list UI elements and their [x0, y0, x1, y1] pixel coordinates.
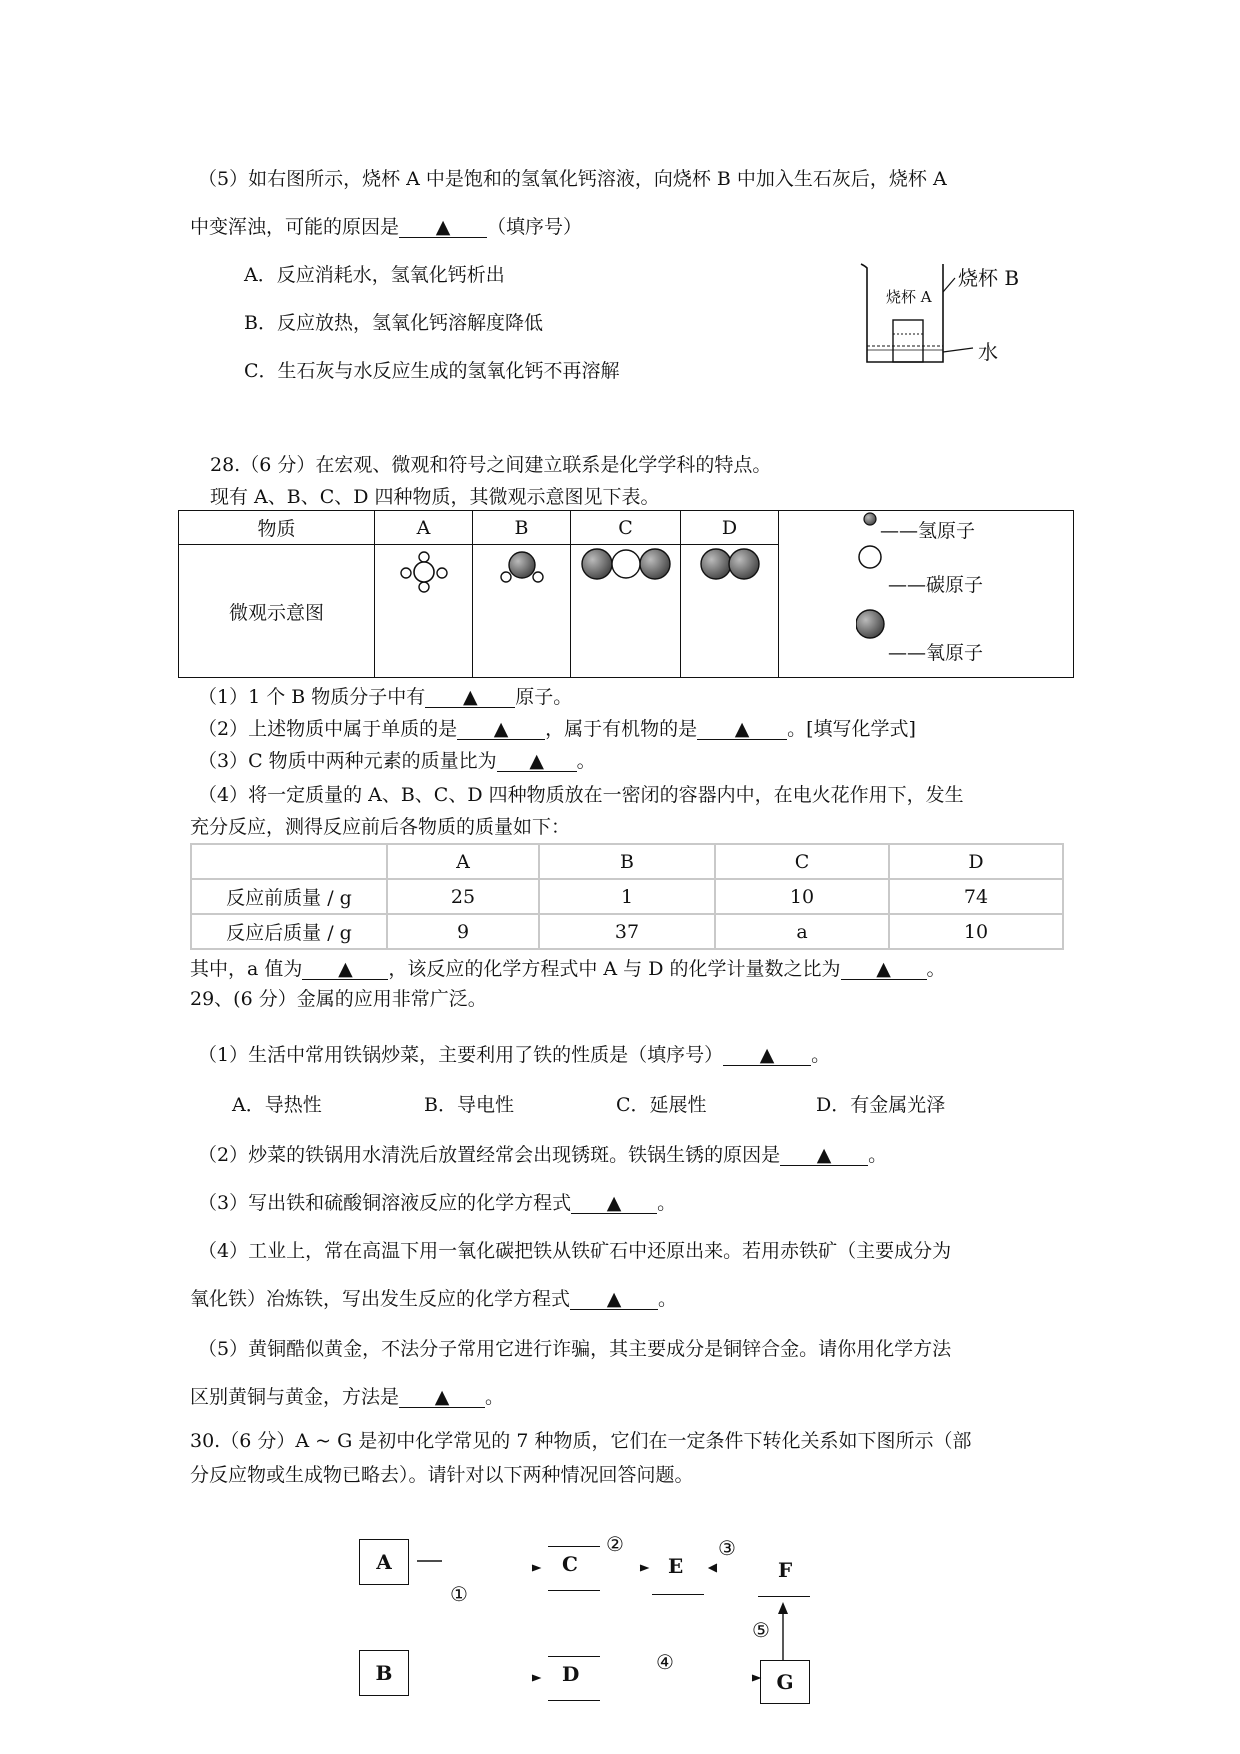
answer-blank[interactable]: ▲	[570, 1290, 658, 1310]
beaker-a-label: 烧杯 A	[886, 288, 932, 306]
cell: 37	[539, 914, 715, 949]
q28-s1: （1）1 个 B 物质分子中有 ▲ 原子。	[198, 686, 573, 708]
beaker-b-label: 烧杯 B	[958, 266, 1020, 290]
molecule-d-icon	[695, 547, 765, 587]
q27-5-option-b: B．反应放热，氢氧化钙溶解度降低	[244, 312, 543, 334]
answer-blank[interactable]: ▲	[780, 1146, 868, 1166]
q28-intro: 现有 A、B、C、D 四种物质，其微观示意图见下表。	[210, 486, 660, 508]
table-row	[191, 914, 1063, 949]
header-b: B	[473, 511, 571, 545]
q28-s2: （2）上述物质中属于单质的是 ▲ ，属于有机物的是 ▲ 。[填写化学式]	[198, 718, 916, 740]
cell: a	[715, 914, 889, 949]
q29-s5-line1: （5）黄铜酷似黄金，不法分子常用它进行诈骗，其主要成分是铜锌合金。请你用化学方法	[198, 1338, 952, 1360]
molecule-c-icon	[576, 547, 676, 587]
mass-header-b: B	[539, 844, 715, 879]
legend-hydrogen: ——氢原子	[880, 520, 976, 542]
header-substance: 物质	[179, 511, 375, 545]
molecule-b-cell	[473, 545, 571, 678]
water-label: 水	[978, 340, 998, 364]
answer-blank[interactable]: ▲	[425, 688, 515, 708]
node-g: G	[760, 1660, 810, 1704]
q30-line2: 分反应物或生成物已略去）。请针对以下两种情况回答问题。	[190, 1464, 694, 1486]
legend-carbon: ——碳原子	[888, 574, 984, 596]
answer-blank[interactable]: ▲	[697, 720, 787, 740]
cell: 1	[539, 879, 715, 914]
q29-s2: （2）炒菜的铁锅用水清洗后放置经常会出现锈斑。铁锅生锈的原因是 ▲ 。	[198, 1144, 888, 1166]
q27-5-option-c: C．生石灰与水反应生成的氢氧化钙不再溶解	[244, 360, 620, 382]
answer-blank[interactable]: ▲	[399, 1388, 485, 1408]
reaction-3-label: ③	[718, 1536, 736, 1560]
q27-5-line2: 中变浑浊，可能的原因是 ▲ （填序号）	[190, 216, 583, 238]
cell: 9	[387, 914, 539, 949]
answer-blank[interactable]: ▲	[841, 960, 927, 980]
q29-s5-line2: 区别黄铜与黄金，方法是 ▲ 。	[190, 1386, 505, 1408]
table-row	[191, 879, 1063, 914]
molecule-d-cell	[681, 545, 779, 678]
cell: 10	[715, 879, 889, 914]
cell: 74	[889, 879, 1063, 914]
row-label: 反应后质量 / g	[191, 914, 387, 949]
node-f: F	[778, 1558, 793, 1582]
node-a: A	[359, 1539, 409, 1585]
q28-s4-line2: 充分反应，测得反应前后各物质的质量如下：	[190, 816, 571, 838]
header-d: D	[681, 511, 779, 545]
mass-header-c: C	[715, 844, 889, 879]
node-d: D	[562, 1662, 580, 1686]
molecule-b-icon	[492, 547, 552, 603]
beaker-figure	[855, 258, 1055, 370]
q29-option-b: B．导电性	[424, 1094, 514, 1116]
answer-blank[interactable]: ▲	[571, 1194, 657, 1214]
mass-header-d: D	[889, 844, 1063, 879]
molecule-a-cell	[375, 545, 473, 678]
q28-s3: （3）C 物质中两种元素的质量比为 ▲ 。	[198, 750, 596, 772]
q28-s4-line1: （4）将一定质量的 A、B、C、D 四种物质放在一密闭的容器内中，在电火花作用下，发生	[198, 784, 964, 806]
row-label-microscopic: 微观示意图	[179, 545, 375, 678]
q28-s4-after: 其中，a 值为 ▲ ，该反应的化学方程式中 A 与 D 的化学计量数之比为 ▲ 。	[190, 958, 946, 980]
q27-5-line1: （5）如右图所示，烧杯 A 中是饱和的氢氧化钙溶液，向烧杯 B 中加入生石灰后，烧杯 A	[198, 168, 947, 190]
molecule-a-icon	[394, 547, 454, 603]
answer-blank[interactable]: ▲	[497, 752, 577, 772]
cell: 25	[387, 879, 539, 914]
q30-line1: 30.（6 分）A ~ G 是初中化学常见的 7 种物质，它们在一定条件下转化关系如下图所示（部	[190, 1430, 972, 1452]
answer-blank[interactable]: ▲	[302, 960, 388, 980]
q28-title: 28.（6 分）在宏观、微观和符号之间建立联系是化学学科的特点。	[210, 454, 772, 476]
reaction-2-label: ②	[606, 1532, 624, 1556]
answer-blank[interactable]: ▲	[457, 720, 545, 740]
reaction-1-label: ①	[450, 1582, 468, 1606]
q29-s4-line1: （4）工业上，常在高温下用一氧化碳把铁从铁矿石中还原出来。若用赤铁矿（主要成分为	[198, 1240, 952, 1262]
q29-option-a: A．导热性	[232, 1094, 322, 1116]
row-label: 反应前质量 / g	[191, 879, 387, 914]
mass-header-blank	[191, 844, 387, 879]
mass-table	[190, 843, 1064, 950]
legend-oxygen: ——氧原子	[888, 642, 984, 664]
answer-blank[interactable]: ▲	[723, 1046, 811, 1066]
header-a: A	[375, 511, 473, 545]
answer-blank[interactable]: ▲	[399, 218, 487, 238]
node-e: E	[668, 1554, 684, 1578]
q27-5-option-a: A．反应消耗水，氢氧化钙析出	[244, 264, 505, 286]
q29-s4-line2: 氧化铁）冶炼铁，写出发生反应的化学方程式 ▲ 。	[190, 1288, 678, 1310]
node-c: C	[562, 1552, 578, 1576]
q29-option-d: D．有金属光泽	[816, 1094, 946, 1116]
cell: 10	[889, 914, 1063, 949]
molecule-c-cell	[571, 545, 681, 678]
node-b: B	[359, 1650, 409, 1696]
q29-option-c: C．延展性	[616, 1094, 707, 1116]
q29-s1: （1）生活中常用铁锅炒菜，主要利用了铁的性质是（填序号） ▲ 。	[198, 1044, 831, 1066]
q29-s3: （3）写出铁和硫酸铜溶液反应的化学方程式 ▲ 。	[198, 1192, 677, 1214]
header-c: C	[571, 511, 681, 545]
q29-title: 29、(6 分）金属的应用非常广泛。	[190, 988, 487, 1010]
reaction-4-label: ④	[656, 1650, 674, 1674]
mass-header-a: A	[387, 844, 539, 879]
reaction-5-label: ⑤	[752, 1618, 770, 1642]
